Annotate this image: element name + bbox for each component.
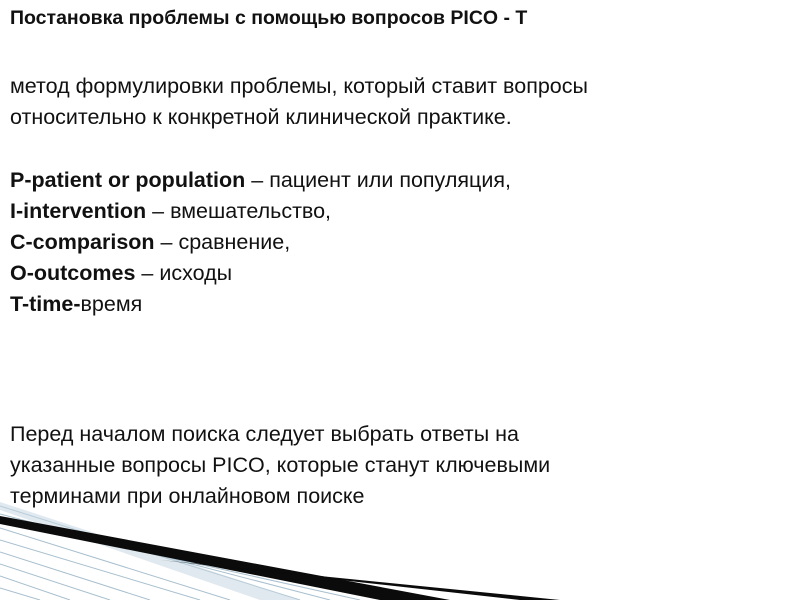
pico-term: T-time- — [10, 292, 81, 316]
pico-desc: исходы — [159, 261, 233, 285]
outro-line: указанные вопросы PICO, которые станут ключевыми — [10, 453, 551, 477]
pico-item-c — [10, 227, 511, 258]
pico-sep: – — [245, 168, 270, 192]
slide-title: Постановка проблемы с помощью вопросов PICO - T — [10, 7, 528, 29]
pico-desc: вмешательство, — [170, 199, 332, 223]
intro-line: относительно к конкретной клинической практике. — [10, 105, 512, 129]
outro-line: терминами при онлайновом поиске — [10, 484, 365, 508]
pico-desc: пациент или популяция, — [269, 168, 511, 192]
pico-desc: время — [80, 292, 143, 316]
pico-item-t — [10, 289, 511, 320]
pico-list — [10, 165, 511, 320]
outro-paragraph — [10, 419, 550, 512]
pico-item-i — [10, 196, 511, 227]
decorative-swoosh — [0, 500, 800, 600]
intro-paragraph — [10, 71, 588, 133]
intro-line: метод формулировки проблемы, который ставит вопросы — [10, 74, 588, 98]
pico-term: C-comparison — [10, 230, 155, 254]
pico-sep: – — [135, 261, 160, 285]
pico-term: O-outcomes — [10, 261, 136, 285]
pico-item-p — [10, 165, 511, 196]
pico-item-o — [10, 258, 511, 289]
pico-desc: сравнение, — [178, 230, 291, 254]
pico-term: I-intervention — [10, 199, 147, 223]
pico-term: P-patient or population — [10, 168, 246, 192]
pico-sep: – — [146, 199, 171, 223]
outro-line: Перед началом поиска следует выбрать ответы на — [10, 422, 519, 446]
pico-sep: – — [154, 230, 179, 254]
